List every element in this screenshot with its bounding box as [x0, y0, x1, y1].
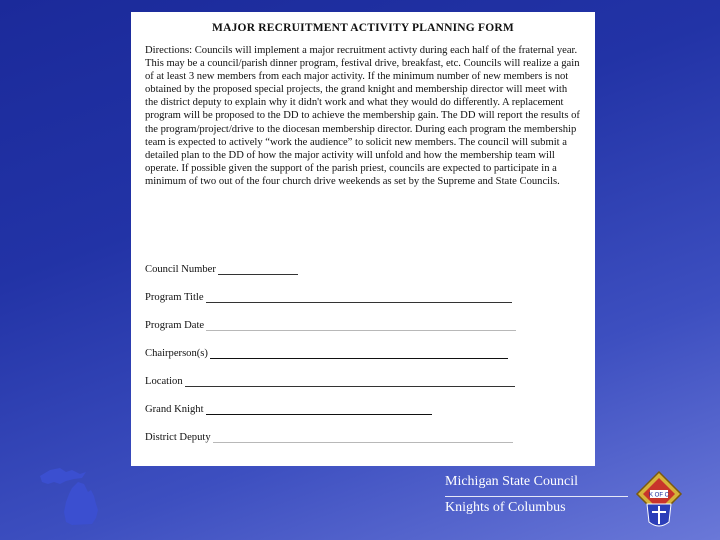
planning-form-document [131, 12, 595, 466]
michigan-map-icon [36, 462, 116, 528]
form-directions: Directions: Councils will implement a major recruitment activty during each half of the fraternal year. This may be a council/parish dinner program, festival drive, breakfast, etc. Councils will realize a gain of at least 3 new members from each major activity. If the minimum number of new members is not obtained by the proposed special projects, the grand knight and membership director will meet with the district deputy to explain why it didn't work and what they would do differently. A replacement program will be proposed to the DD to achieve the membership gain. The DD will report the results of the program/project/drive to the diocesan membership director. During each program the membership team is expected to actively “work the audience” to solicit new members. The council will submit a detailed plan to the DD of how the major activity will unfold and how the membership team will operate. If possible given the support of the parish priest, councils are expected to participate in a minimum of two out of the four church drive weekends as set by the Supreme and State Councils. [145, 45, 580, 187]
program-date-field [145, 320, 516, 331]
emblem-letters: K OF C [648, 492, 670, 499]
district-deputy-label: District Deputy [145, 432, 211, 443]
grand-knight-label: Grand Knight [145, 404, 204, 415]
form-title: MAJOR RECRUITMENT ACTIVITY PLANNING FORM [212, 22, 514, 34]
footer-council-name: Michigan State Council [445, 474, 578, 489]
district-deputy-field [145, 432, 513, 443]
location-label: Location [145, 376, 183, 387]
district-deputy-line[interactable] [213, 433, 513, 443]
footer-divider [445, 496, 628, 497]
program-title-line[interactable] [206, 293, 512, 303]
chairperson-line[interactable] [210, 349, 508, 359]
grand-knight-field [145, 404, 432, 415]
location-field [145, 376, 515, 387]
council-number-line[interactable] [218, 265, 298, 275]
council-number-label: Council Number [145, 264, 216, 275]
chairperson-label: Chairperson(s) [145, 348, 208, 359]
program-title-label: Program Title [145, 292, 204, 303]
knights-of-columbus-emblem-icon [633, 470, 685, 532]
footer-org-name: Knights of Columbus [445, 500, 566, 515]
grand-knight-line[interactable] [206, 405, 432, 415]
program-date-label: Program Date [145, 320, 205, 331]
council-number-field [145, 264, 298, 275]
chairperson-field [145, 348, 508, 359]
location-line[interactable] [185, 377, 515, 387]
program-date-line[interactable] [206, 321, 516, 331]
program-title-field [145, 292, 512, 303]
